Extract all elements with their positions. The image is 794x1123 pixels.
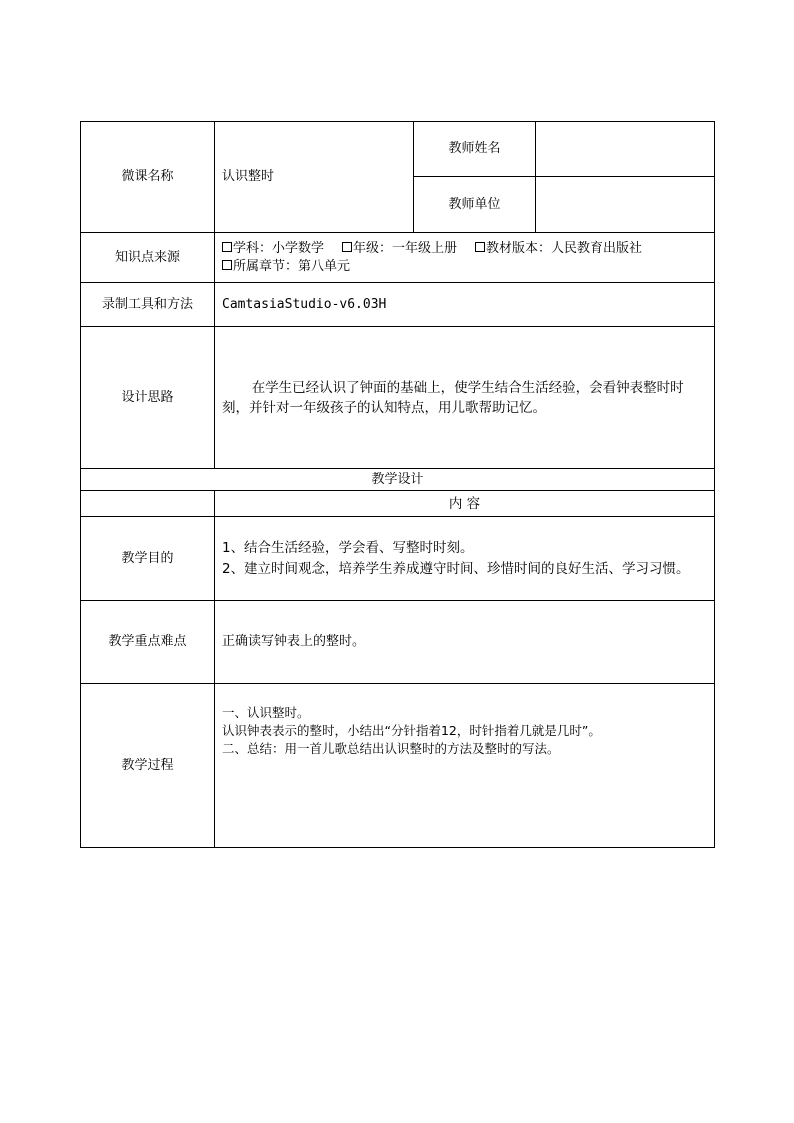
goal-item (222, 538, 707, 559)
chapter-checkbox-icon (222, 260, 232, 270)
content-header-blank (81, 491, 215, 517)
process-line: 认识钟表表示的整时，小结出“分针指着12，时针指着几就是几时”。 (222, 723, 601, 738)
goal-number: 1、 (222, 539, 245, 556)
design-label: 设计思路 (81, 327, 215, 469)
design-text: 在学生已经认识了钟面的基础上，使学生结合生活经验，会看钟表整时时刻，并针对一年级孩子的认知特点，用儿歌帮助记忆。 (222, 379, 684, 416)
key-text: 正确读写钟表上的整时。 (215, 601, 715, 684)
subject-checkbox-icon (222, 242, 232, 252)
process-label: 教学过程 (81, 684, 215, 848)
key-label: 教学重点难点 (81, 601, 215, 684)
goal-text: 建立时间观念，培养学生养成遵守时间、珍惜时间的良好生活、学习习惯。 (244, 560, 690, 577)
chapter-option (222, 259, 350, 274)
tool-label: 录制工具和方法 (81, 283, 215, 327)
process-line: 一、认识整时。 (222, 705, 310, 720)
content-header: 内 容 (215, 491, 715, 517)
course-name-label: 微课名称 (81, 122, 215, 233)
grade-text: 年级：一年级上册 (353, 240, 458, 256)
process-line: 二、总结：用一首儿歌总结出认识整时的方法及整时的写法。 (222, 741, 560, 756)
process-cell (215, 684, 715, 848)
goal-text: 结合生活经验，学会看、写整时时刻。 (244, 539, 474, 556)
source-options (215, 233, 715, 283)
subject-text: 学科：小学数学 (233, 240, 325, 256)
teaching-section-title: 教学设计 (81, 469, 715, 491)
teacher-name-label: 教师姓名 (414, 122, 536, 177)
teacher-unit-value (536, 177, 715, 233)
chapter-text: 所属章节：第八单元 (233, 258, 351, 274)
textbook-option (475, 241, 642, 256)
goal-label: 教学目的 (81, 517, 215, 601)
teacher-name-value (536, 122, 715, 177)
textbook-text: 教材版本：人民教育出版社 (486, 240, 643, 256)
goal-item (222, 559, 707, 580)
goal-number: 2、 (222, 560, 245, 577)
lesson-form-table (80, 121, 715, 848)
grade-checkbox-icon (342, 242, 352, 252)
subject-option (222, 241, 324, 256)
teacher-unit-label: 教师单位 (414, 177, 536, 233)
design-cell (215, 327, 715, 469)
textbook-checkbox-icon (475, 242, 485, 252)
tool-value: CamtasiaStudio-v6.03H (215, 283, 715, 327)
course-name-value: 认识整时 (215, 122, 414, 233)
source-label: 知识点来源 (81, 233, 215, 283)
goal-cell (215, 517, 715, 601)
grade-option (342, 241, 457, 256)
